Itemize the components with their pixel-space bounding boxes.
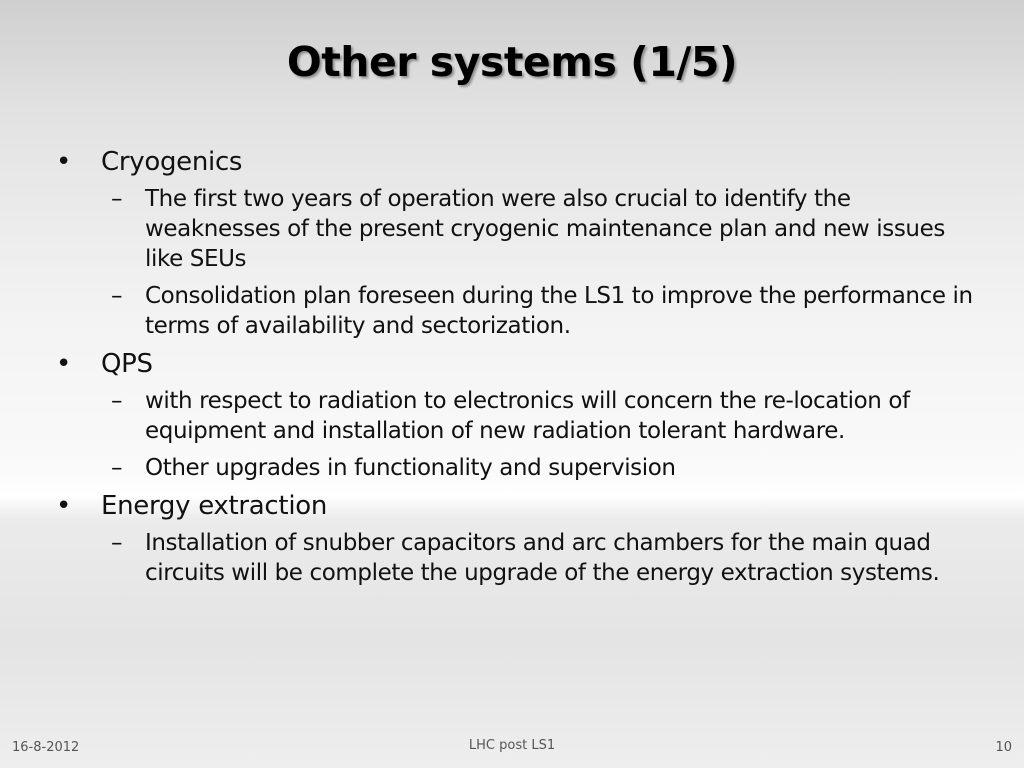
sub-bullet	[56, 281, 976, 341]
dash-icon: –	[111, 530, 123, 556]
sub-bullet-text: The first two years of operation were also crucial to identify the weaknesses of the present cryogenic maintenance plan and new issues like SEUs	[145, 186, 945, 272]
sub-bullet	[56, 453, 976, 483]
sub-bullet-text: Consolidation plan foreseen during the LS1 to improve the performance in terms of availability and sectorization.	[145, 283, 973, 339]
bullet-text: QPS	[101, 349, 153, 379]
bullet-energy-extraction	[56, 490, 976, 522]
slide-content	[56, 146, 976, 595]
sub-bullet-text: with respect to radiation to electronics will concern the re-location of equipment and installation of new radiation tolerant hardware.	[145, 388, 910, 444]
sub-bullet-text: Installation of snubber capacitors and arc chambers for the main quad circuits will be complete the upgrade of the energy extraction systems.	[145, 530, 940, 586]
sub-bullet	[56, 528, 976, 588]
sub-bullet	[56, 386, 976, 446]
footer-date: 16-8-2012	[12, 740, 80, 755]
sub-bullet-text: Other upgrades in functionality and supervision	[145, 455, 676, 481]
dash-icon: –	[111, 186, 123, 212]
sub-bullet	[56, 184, 976, 274]
dash-icon: –	[111, 388, 123, 414]
page-number: 10	[995, 740, 1012, 755]
bullet-icon: •	[56, 491, 72, 521]
bullet-icon: •	[56, 147, 72, 177]
dash-icon: –	[111, 455, 123, 481]
slide-title: Other systems (1/5)	[286, 38, 738, 86]
bullet-text: Energy extraction	[101, 491, 328, 521]
bullet-cryogenics	[56, 146, 976, 178]
dash-icon: –	[111, 283, 123, 309]
bullet-text: Cryogenics	[101, 147, 243, 177]
bullet-icon: •	[56, 349, 72, 379]
bullet-qps	[56, 348, 976, 380]
footer-title: LHC post LS1	[468, 738, 556, 753]
